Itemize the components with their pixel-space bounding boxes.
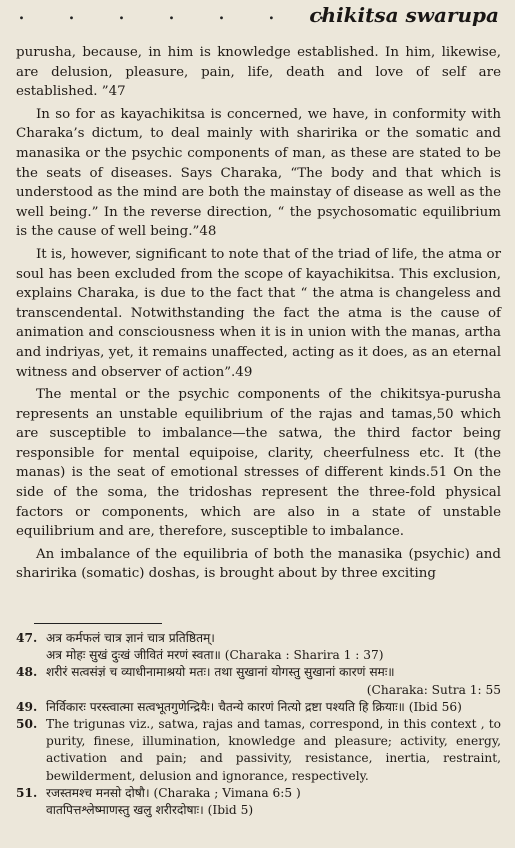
footnote-50 — [16, 716, 501, 785]
paragraph-1: purusha, because, in him is knowledge established. In him, likewise, are delusion, pleasure, pain, life, death and love of self are established. ”47 — [16, 45, 501, 100]
footnote-number: 47. — [16, 631, 38, 645]
paragraph-5: An imbalance of the equilibria of both the manasika (psychic) and sharirika (somatic) doshas, is brought about by three exciting — [16, 546, 501, 582]
footnote-number: 50. — [16, 717, 38, 732]
footnote-line: The trigunas viz., satwa, rajas and tamas, correspond, in this context , to purity, finese, illumination, knowledge and pleasure; activity, energy, activation and pain; and passivity, resistance, inertia, restraint, bewilderment, delusion and ignorance, respectively. — [46, 717, 501, 783]
running-title: chikitsa swarupa — [309, 3, 499, 27]
paragraph-4: The mental or the psychic components of the chikitsya-purusha represents an unstable equilibrium of the rajas and tamas,50 which are susceptible to imbalance—the satwa, the third factor being responsible for mental equipoise, clarity, cheerfulness etc. It (the manas) is the seat of emotional stresses of different kinds.51 On the side of the soma, the tridoshas represent the three-fold physical factors or components, which are also in a state of unstable equilibrium and are, therefore, susceptible to imbalance. — [16, 387, 501, 540]
footnote-48 — [16, 664, 501, 698]
footnote-citation: (Charaka: Sutra 1: 55 — [366, 682, 501, 697]
paragraph-2: In so for as kayachikitsa is concerned, we have, in conformity with Charaka’s dictum, to deal mainly with sharirika or the somatic and manasika or the psychic components of man, as these are stated to be the seats of diseases. Says Charaka, “The body and that which is understood as the mind are both the mainstay of disease as well as the well being.” In the reverse direction, “ the psychosomatic equilibrium is the cause of well being.”48 — [16, 106, 501, 240]
footnote-number: 49. — [16, 699, 38, 714]
footnote-number: 51. — [16, 785, 38, 800]
footnote-51 — [16, 785, 501, 819]
footnote-line: शरीरं सत्वसंज्ञं च व्याधीनामाश्रयो मतः। तथा सुखानां योगस्तु सुखानां कारणं समः॥ — [46, 665, 395, 680]
footnotes — [16, 630, 501, 819]
footnote-rule — [34, 623, 162, 624]
footnote-line: वातपित्तश्लेष्माणस्तु खलु शरीरदोषाः। (Ibid 5) — [46, 803, 254, 818]
footnote-line: अत्र कर्मफलं चात्र ज्ञानं चात्र प्रतिष्ठितम्। — [46, 631, 215, 645]
footnote-47 — [16, 630, 501, 664]
footnote-number: 48. — [16, 665, 38, 680]
footnote-line: अत्र मोहः सुखं दुःखं जीवितं मरणं स्वता॥ (Charaka : Sharira 1 : 37) — [46, 648, 384, 663]
header-dots: . . . . . . . — [18, 0, 343, 25]
body-text — [16, 43, 501, 587]
footnote-line: निर्विकारः परस्त्वात्मा सत्वभूतगुणेन्द्रियैः। चैतन्ये कारणं नित्यो द्रष्टा पश्यति हि क्रियाः॥ (Ibid 56) — [46, 699, 462, 714]
page-header — [18, 2, 499, 30]
footnote-line: रजस्तमश्च मनसो दोषौ। (Charaka ; Vimana 6:5 ) — [46, 785, 301, 800]
paragraph-3: It is, however, significant to note that of the triad of life, the atma or soul has been excluded from the scope of kayachikitsa. This exclusion, explains Charaka, is due to the fact that “ the atma is changeless and transcendental. Notwithstanding the fact the atma is the cause of animation and consciousness when it is in union with the manas, artha and indriyas, yet, it remains unaffected, acting as it does, as an eternal witness and observer of action”.49 — [16, 246, 502, 380]
footnote-49 — [16, 699, 501, 716]
